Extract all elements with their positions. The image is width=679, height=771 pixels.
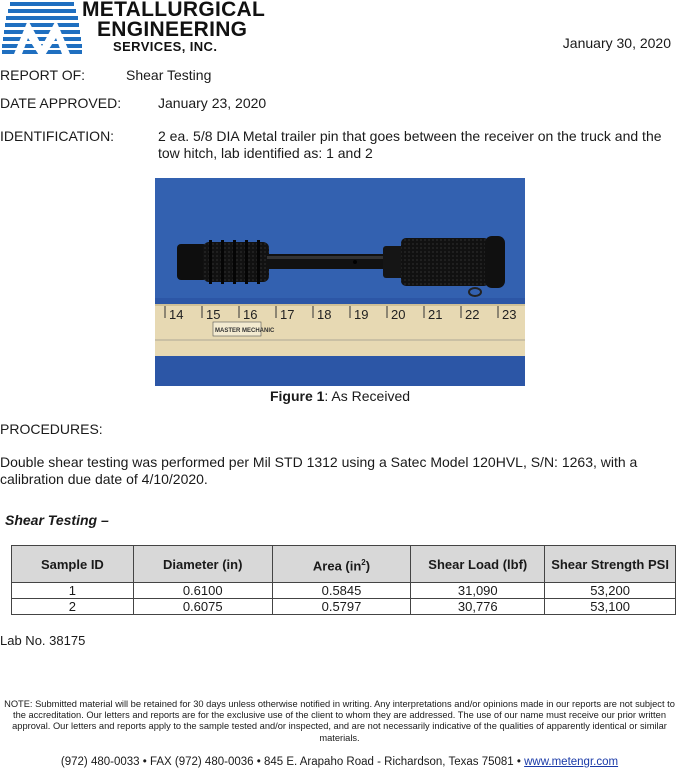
table-row [12, 583, 676, 599]
column-header-shear-load: Shear Load (lbf) [411, 546, 545, 583]
procedures-heading: PROCEDURES: [0, 421, 103, 437]
table-cell: 53,200 [545, 583, 676, 599]
shear-results-table [11, 545, 676, 615]
table-header-row [12, 546, 676, 583]
table-cell: 30,776 [411, 599, 545, 615]
disclaimer-note: NOTE: Submitted material will be retained for 30 days unless otherwise notified in writing. Any interpretations and/or opinions made in our reports are not subject to the accreditation. Our letters and reports are for the exclusive use of the client to whom they are addressed. The use of our name must receive our prior written approval. Our letters and reports apply to the sample tested and/or inspected, and are not necessarily indicative of the qualities of apparently identical or similar materials. [4, 699, 675, 743]
table-cell: 1 [12, 583, 134, 599]
procedures-text: Double shear testing was performed per Mil STD 1312 using a Satec Model 120HVL, S/N: 1263, with a calibration due date of 4/10/2020. [0, 454, 638, 487]
ruler-number: 15 [206, 307, 221, 322]
ruler-number: 23 [502, 307, 517, 322]
figure-caption-text: : As Received [324, 388, 411, 404]
column-header-shear-strength: Shear Strength PSI [545, 546, 676, 583]
ruler-number: 21 [428, 307, 443, 322]
table-cell: 2 [12, 599, 134, 615]
ruler-number: 20 [391, 307, 406, 322]
table-cell: 0.5845 [272, 583, 411, 599]
ruler-number: 19 [354, 307, 369, 322]
shear-testing-heading: Shear Testing – [5, 512, 109, 528]
ruler-number: 16 [243, 307, 258, 322]
table-row [12, 599, 676, 615]
date-approved-label: DATE APPROVED: [0, 95, 122, 111]
ruler-number: 17 [280, 307, 295, 322]
ruler-brand: MASTER MECHANIC [215, 328, 275, 334]
figure-caption [155, 388, 525, 404]
table-cell: 0.6100 [133, 583, 272, 599]
company-name-line3: SERVICES, INC. [113, 39, 218, 54]
report-date: January 30, 2020 [562, 35, 671, 51]
measuring-ruler [155, 304, 525, 356]
identification-value: 2 ea. 5/8 DIA Metal trailer pin that goes between the receiver on the truck and the tow hitch, lab identified as: 1 and 2 [158, 128, 662, 161]
date-approved-value: January 23, 2020 [158, 95, 267, 111]
column-header-area: Area $(in^2)$ [272, 546, 411, 583]
column-header-diameter: Diameter (in) [133, 546, 272, 583]
mes-logo-icon [2, 0, 82, 56]
identification-label: IDENTIFICATION: [0, 128, 115, 144]
figure-photo [155, 178, 525, 386]
company-name-line1: METALLURGICAL [82, 0, 266, 21]
table-cell: 0.5797 [272, 599, 411, 615]
ruler-number: 18 [317, 307, 332, 322]
table-cell: 53,100 [545, 599, 676, 615]
footer-contact-text: (972) 480-0033 • FAX (972) 480-0036 • 845 E. Arapaho Road - Richardson, Texas 75081 • [60, 756, 525, 768]
report-of-label: REPORT OF: [0, 67, 86, 83]
figure-caption-label: Figure 1 [269, 388, 325, 404]
table-cell: 0.6075 [133, 599, 272, 615]
footer-contact [0, 756, 679, 768]
table-cell: 31,090 [411, 583, 545, 599]
lab-number: Lab No. 38175 [0, 633, 86, 648]
column-header-sample-id: Sample ID [12, 546, 134, 583]
ruler-number: 14 [169, 307, 184, 322]
ruler-number: 22 [465, 307, 480, 322]
report-of-value: Shear Testing [126, 67, 212, 83]
website-link[interactable]: www.metengr.com [524, 756, 619, 768]
company-name-line2: ENGINEERING [97, 18, 248, 41]
